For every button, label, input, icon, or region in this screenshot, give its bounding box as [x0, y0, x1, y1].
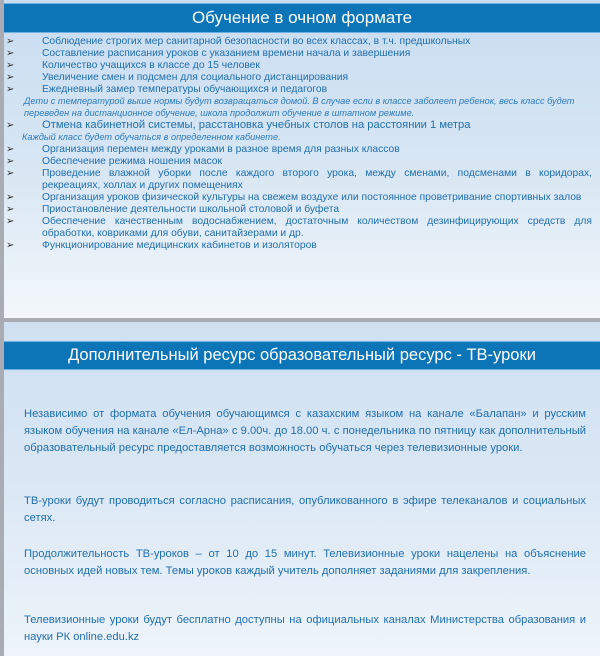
arrow-bullet-icon: ➢ — [6, 203, 15, 215]
arrow-bullet-icon: ➢ — [6, 84, 15, 95]
paragraph: Независимо от формата обучения обучающимся с казахским языком на канале «Балапан» и русским языком обучения на канале «Ел-Арна» с 9.00ч. до 18.00 ч. с понедельника по пятницу как дополнительный образовательный ресурс предоставляется возможность обучаться через телевизионные уроки. — [24, 408, 586, 454]
list-item: ➢ Ежедневный замер температуры обучающихся и педагогов — [6, 84, 328, 95]
list-item: ➢ Обеспечение качественным водоснабжением, достаточным количеством дезинфицирующих средств для обработки, ковриками для обуви, санитайзерами и др. — [6, 215, 592, 239]
arrow-bullet-icon: ➢ — [6, 191, 15, 203]
arrow-bullet-icon: ➢ — [6, 239, 15, 251]
arrow-bullet-icon: ➢ — [6, 143, 15, 155]
arrow-bullet-icon: ➢ — [6, 60, 15, 71]
arrow-bullet-icon: ➢ — [6, 120, 15, 131]
list-item: ➢ Организация уроков физической культуры на свежем воздухе или постоянное проветривание спортивных залов — [6, 191, 582, 203]
paragraph: Продолжительность ТВ-уроков – от 10 до 15 минут. Телевизионные уроки нацелены на объяснение основных идей новых тем. Темы уроков каждый учитель дополняет заданиями для закрепления. — [24, 548, 586, 577]
list-item: ➢ Составление расписания уроков с указанием времени начала и завершения — [6, 48, 411, 59]
list-item: ➢ Увеличение смен и подсмен для социального дистанцирования — [6, 72, 349, 83]
measures-list — [4, 36, 592, 252]
list-item: ➢ Обеспечение режима ношения масок — [6, 155, 222, 167]
paragraph: Телевизионные уроки будут бесплатно доступны на официальных каналах Министерства образования и науки РК online.edu.kz — [24, 614, 586, 643]
arrow-bullet-icon: ➢ — [6, 155, 15, 167]
arrow-bullet-icon: ➢ — [6, 48, 15, 59]
arrow-bullet-icon: ➢ — [6, 167, 15, 179]
list-item: ➢ Соблюдение строгих мер санитарной безопасности во всех классах, в т.ч. предшкольных — [6, 36, 471, 47]
paragraph: ТВ-уроки будут проводиться согласно расписания, опубликованного в эфире телеканалов и социальных сетях. — [24, 495, 586, 524]
temperature-note: Дети с температурой выше нормы будут возвращаться домой. В случае если в классе заболеет ребенок, весь класс будет переведен на дистанционное обучение, школа продолжит обучение в штатном режиме. — [24, 96, 575, 118]
slide-tv-lessons — [4, 322, 600, 656]
list-item: ➢ Организация перемен между уроками в разное время для разных классов — [6, 143, 400, 155]
list-item: ➢ Отмена кабинетной системы, расстановка учебных столов на расстоянии 1 метра — [6, 119, 471, 131]
classroom-note: Каждый класс будет обучаться в определенном кабинете. — [22, 132, 281, 142]
list-item: ➢ Функционирование медицинских кабинетов и изоляторов — [6, 239, 317, 251]
list-item: ➢ Проведение влажной уборки после каждого второго урока, между сменами, подсменами в коридорах, рекреациях, холлах и других помещениях — [6, 167, 592, 191]
arrow-bullet-icon: ➢ — [6, 215, 15, 227]
slide-in-person-learning — [4, 0, 600, 318]
list-item: ➢ Количество учащихся в классе до 15 человек — [6, 60, 260, 71]
list-item: ➢ Приостановление деятельности школьной столовой и буфета — [6, 203, 340, 215]
arrow-bullet-icon: ➢ — [6, 72, 15, 83]
slide-title: Обучение в очном формате — [4, 3, 600, 33]
arrow-bullet-icon: ➢ — [6, 36, 15, 47]
slide-title: Дополнительный ресурс образовательный ресурс - ТВ-уроки — [4, 341, 600, 370]
